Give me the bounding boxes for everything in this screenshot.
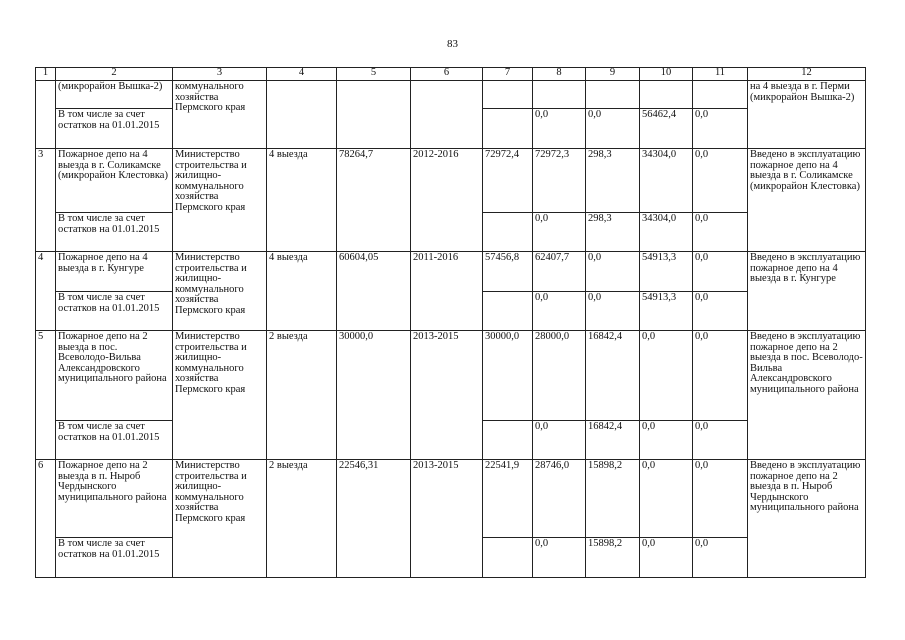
cost-cell: 60604,05	[337, 252, 411, 331]
value-cell: 0,0	[640, 331, 693, 421]
cost-cell	[337, 81, 411, 149]
value-cell: 0,0	[640, 421, 693, 460]
row-number-cell: 3	[36, 149, 56, 252]
value-cell: 0,0	[693, 213, 748, 252]
col-header-2: 2	[56, 68, 173, 81]
col-header-6: 6	[411, 68, 483, 81]
result-cell: Введено в эксплуатацию пожарное депо на 4 выезда в г. Кунгуре	[748, 252, 866, 331]
value-cell: 0,0	[533, 292, 586, 331]
result-cell: Введено в эксплуатацию пожарное депо на 4 выезда в г. Соликамске (микрорайон Клестовка)	[748, 149, 866, 252]
value-cell	[483, 292, 533, 331]
value-cell: 28746,0	[533, 460, 586, 538]
row-number-cell: 4	[36, 252, 56, 331]
value-cell	[586, 81, 640, 109]
value-cell	[483, 538, 533, 578]
col-header-11: 11	[693, 68, 748, 81]
value-cell: 0,0	[693, 149, 748, 213]
program-table	[35, 67, 866, 578]
value-cell: 72972,3	[533, 149, 586, 213]
value-cell: 0,0	[586, 109, 640, 149]
col-header-10: 10	[640, 68, 693, 81]
row-number-cell: 5	[36, 331, 56, 460]
value-cell: 0,0	[693, 331, 748, 421]
value-cell	[483, 81, 533, 109]
col-header-5: 5	[337, 68, 411, 81]
object-name-cell: Пожарное депо на 2 выезда в пос. Всеволодо-Вильва Александровского муниципального района	[56, 331, 173, 421]
ministry-cell: Министерство строительства и жилищно-коммунального хозяйства Пермского края	[173, 331, 267, 460]
capacity-cell	[267, 81, 337, 149]
object-name-cell: Пожарное депо на 2 выезда в п. Ныроб Чердынского муниципального района	[56, 460, 173, 538]
value-cell: 30000,0	[483, 331, 533, 421]
value-cell: 16842,4	[586, 421, 640, 460]
value-cell: 34304,0	[640, 149, 693, 213]
value-cell	[640, 81, 693, 109]
ministry-cell: Министерство строительства и жилищно-коммунального хозяйства Пермского края	[173, 149, 267, 252]
result-cell: Введено в эксплуатацию пожарное депо на 2 выезда в пос. Всеволодо-Вильва Александровского муниципального района	[748, 331, 866, 460]
value-cell: 72972,4	[483, 149, 533, 213]
capacity-cell: 4 выезда	[267, 252, 337, 331]
value-cell: 54913,3	[640, 252, 693, 292]
value-cell	[483, 109, 533, 149]
value-cell	[483, 421, 533, 460]
value-cell: 0,0	[693, 252, 748, 292]
value-cell: 0,0	[693, 460, 748, 538]
value-cell: 54913,3	[640, 292, 693, 331]
value-cell: 0,0	[533, 421, 586, 460]
period-cell: 2012-2016	[411, 149, 483, 252]
table-row	[36, 331, 866, 421]
value-cell: 0,0	[533, 213, 586, 252]
value-cell: 0,0	[693, 292, 748, 331]
value-cell: 0,0	[640, 460, 693, 538]
result-cell: на 4 выезда в г. Перми (микрорайон Вышка-2)	[748, 81, 866, 149]
period-cell	[411, 81, 483, 149]
capacity-cell: 4 выезда	[267, 149, 337, 252]
col-header-4: 4	[267, 68, 337, 81]
value-cell: 0,0	[693, 109, 748, 149]
value-cell: 56462,4	[640, 109, 693, 149]
cost-cell: 30000,0	[337, 331, 411, 460]
page-number: 83	[447, 38, 458, 50]
period-cell: 2013-2015	[411, 460, 483, 578]
subrow-label-cell: В том числе за счет остатков на 01.01.2015	[56, 109, 173, 149]
subrow-label-cell: В том числе за счет остатков на 01.01.2015	[56, 421, 173, 460]
object-name-cell: Пожарное депо на 4 выезда в г. Кунгуре	[56, 252, 173, 292]
value-cell: 16842,4	[586, 331, 640, 421]
capacity-cell: 2 выезда	[267, 460, 337, 578]
value-cell: 298,3	[586, 213, 640, 252]
row-number-cell	[36, 81, 56, 149]
subrow-label-cell: В том числе за счет остатков на 01.01.2015	[56, 538, 173, 578]
period-cell: 2013-2015	[411, 331, 483, 460]
value-cell	[693, 81, 748, 109]
subrow-label-cell: В том числе за счет остатков на 01.01.2015	[56, 292, 173, 331]
value-cell: 298,3	[586, 149, 640, 213]
col-header-8: 8	[533, 68, 586, 81]
value-cell: 62407,7	[533, 252, 586, 292]
cost-cell: 22546,31	[337, 460, 411, 578]
value-cell: 57456,8	[483, 252, 533, 292]
cost-cell: 78264,7	[337, 149, 411, 252]
value-cell: 34304,0	[640, 213, 693, 252]
value-cell: 0,0	[533, 109, 586, 149]
table-row	[36, 252, 866, 292]
col-header-12: 12	[748, 68, 866, 81]
value-cell	[533, 81, 586, 109]
col-header-3: 3	[173, 68, 267, 81]
capacity-cell: 2 выезда	[267, 331, 337, 460]
table-row	[36, 149, 866, 213]
result-cell: Введено в эксплуатацию пожарное депо на 2 выезда в п. Ныроб Чердынского муниципального района	[748, 460, 866, 578]
value-cell: 22541,9	[483, 460, 533, 538]
object-name-cell: Пожарное депо на 4 выезда в г. Соликамске (микрорайон Клестовка)	[56, 149, 173, 213]
object-name-cell: (микрорайон Вышка-2)	[56, 81, 173, 109]
value-cell: 0,0	[533, 538, 586, 578]
table-row	[36, 81, 866, 109]
row-number-cell: 6	[36, 460, 56, 578]
table-row	[36, 460, 866, 538]
ministry-cell: коммунального хозяйства Пермского края	[173, 81, 267, 149]
value-cell: 0,0	[640, 538, 693, 578]
col-header-1: 1	[36, 68, 56, 81]
value-cell	[483, 213, 533, 252]
value-cell: 0,0	[693, 538, 748, 578]
subrow-label-cell: В том числе за счет остатков на 01.01.2015	[56, 213, 173, 252]
ministry-cell: Министерство строительства и жилищно-коммунального хозяйства Пермского края	[173, 252, 267, 331]
column-number-row	[36, 68, 866, 81]
value-cell: 28000,0	[533, 331, 586, 421]
col-header-7: 7	[483, 68, 533, 81]
ministry-cell: Министерство строительства и жилищно-коммунального хозяйства Пермского края	[173, 460, 267, 578]
value-cell: 15898,2	[586, 538, 640, 578]
col-header-9: 9	[586, 68, 640, 81]
period-cell: 2011-2016	[411, 252, 483, 331]
value-cell: 0,0	[693, 421, 748, 460]
value-cell: 0,0	[586, 292, 640, 331]
value-cell: 15898,2	[586, 460, 640, 538]
value-cell: 0,0	[586, 252, 640, 292]
